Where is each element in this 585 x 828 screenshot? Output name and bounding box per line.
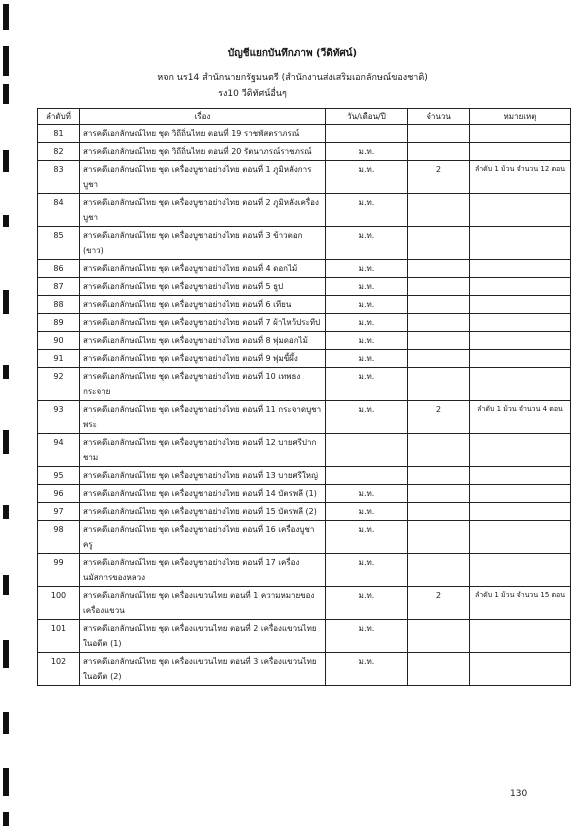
- row-note: [470, 227, 571, 260]
- binding-mark: [3, 215, 9, 227]
- row-number: 82: [38, 143, 80, 161]
- row-date: ม.ท.: [326, 521, 408, 554]
- row-number: 98: [38, 521, 80, 554]
- row-title: สารคดีเอกลักษณ์ไทย ชุด เครื่องบูชาอย่างไทย ตอนที่ 7 ผ้าไหว้ประทีป: [80, 314, 326, 332]
- row-date: [326, 125, 408, 143]
- row-quantity: [408, 620, 470, 653]
- table-row: [38, 485, 571, 503]
- header-agency-line: หจก นร14 สำนักนายกรัฐมนตรี (สำนักงานส่งเสริมเอกลักษณ์ของชาติ): [157, 73, 428, 83]
- row-note: ลำดับ 1 ม้วน จำนวน 4 ตอน: [470, 401, 571, 434]
- table-row: [38, 194, 571, 227]
- row-title: สารคดีเอกลักษณ์ไทย ชุด เครื่องบูชาอย่างไทย ตอนที่ 6 เทียน: [80, 296, 326, 314]
- row-quantity: [408, 653, 470, 686]
- row-number: 91: [38, 350, 80, 368]
- row-date: ม.ท.: [326, 296, 408, 314]
- row-quantity: [408, 278, 470, 296]
- row-date: [326, 434, 408, 467]
- row-title: สารคดีเอกลักษณ์ไทย ชุด เครื่องบูชาอย่างไทย ตอนที่ 5 ธูป: [80, 278, 326, 296]
- row-date: ม.ท.: [326, 503, 408, 521]
- row-title: สารคดีเอกลักษณ์ไทย ชุด เครื่องบูชาอย่างไทย ตอนที่ 9 พุ่มขี้ผึ้ง: [80, 350, 326, 368]
- row-note: [470, 503, 571, 521]
- table-row: [38, 467, 571, 485]
- row-number: 96: [38, 485, 80, 503]
- row-title: สารคดีเอกลักษณ์ไทย ชุด เครื่องแขวนไทย ตอนที่ 2 เครื่องแขวนไทยในอดีต (1): [80, 620, 326, 653]
- row-number: 84: [38, 194, 80, 227]
- row-title: สารคดีเอกลักษณ์ไทย ชุด เครื่องบูชาอย่างไทย ตอนที่ 11 กระจาดบูชาพระ: [80, 401, 326, 434]
- binding-mark: [3, 768, 9, 796]
- row-title: สารคดีเอกลักษณ์ไทย ชุด เครื่องบูชาอย่างไทย ตอนที่ 16 เครื่องบูชาครู: [80, 521, 326, 554]
- row-title: สารคดีเอกลักษณ์ไทย ชุด เครื่องบูชาอย่างไทย ตอนที่ 14 บัตรพลี (1): [80, 485, 326, 503]
- row-title: สารคดีเอกลักษณ์ไทย ชุด เครื่องบูชาอย่างไทย ตอนที่ 15 บัตรพลี (2): [80, 503, 326, 521]
- record-table: [37, 108, 571, 686]
- table-row: [38, 314, 571, 332]
- row-quantity: [408, 434, 470, 467]
- row-date: ม.ท.: [326, 314, 408, 332]
- row-note: [470, 332, 571, 350]
- binding-mark: [3, 290, 9, 314]
- binding-mark: [3, 712, 9, 734]
- row-number: 85: [38, 227, 80, 260]
- table-row: [38, 653, 571, 686]
- row-title: สารคดีเอกลักษณ์ไทย ชุด เครื่องแขวนไทย ตอนที่ 1 ความหมายของเครื่องแขวน: [80, 587, 326, 620]
- row-title: สารคดีเอกลักษณ์ไทย ชุด เครื่องบูชาอย่างไทย ตอนที่ 10 เทพธงกระจาย: [80, 368, 326, 401]
- table-row: [38, 260, 571, 278]
- row-date: ม.ท.: [326, 587, 408, 620]
- row-quantity: [408, 485, 470, 503]
- row-number: 81: [38, 125, 80, 143]
- row-note: [470, 368, 571, 401]
- row-date: ม.ท.: [326, 161, 408, 194]
- binding-mark: [3, 505, 9, 519]
- row-note: [470, 296, 571, 314]
- row-note: [470, 125, 571, 143]
- row-title: สารคดีเอกลักษณ์ไทย ชุด เครื่องบูชาอย่างไทย ตอนที่ 4 ดอกไม้: [80, 260, 326, 278]
- row-note: [470, 314, 571, 332]
- row-date: ม.ท.: [326, 332, 408, 350]
- row-number: 99: [38, 554, 80, 587]
- table-row: [38, 368, 571, 401]
- row-note: [470, 260, 571, 278]
- row-note: [470, 554, 571, 587]
- row-note: [470, 350, 571, 368]
- row-note: [470, 521, 571, 554]
- row-title: สารคดีเอกลักษณ์ไทย ชุด วิถีถิ่นไทย ตอนที่ 20 รัตนาภรณ์ราชภรณ์: [80, 143, 326, 161]
- row-quantity: 2: [408, 161, 470, 194]
- row-number: 102: [38, 653, 80, 686]
- row-title: สารคดีเอกลักษณ์ไทย ชุด เครื่องแขวนไทย ตอนที่ 3 เครื่องแขวนไทยในอดีต (2): [80, 653, 326, 686]
- header-category-line: รง10 วีดิทัศน์อื่นๆ: [218, 89, 287, 99]
- table-header-row: [38, 109, 571, 125]
- row-quantity: [408, 260, 470, 278]
- row-note: [470, 278, 571, 296]
- row-title: สารคดีเอกลักษณ์ไทย ชุด เครื่องบูชาอย่างไทย ตอนที่ 3 ข้าวตอก (ขาว): [80, 227, 326, 260]
- row-number: 89: [38, 314, 80, 332]
- row-date: ม.ท.: [326, 350, 408, 368]
- row-date: ม.ท.: [326, 143, 408, 161]
- row-quantity: [408, 227, 470, 260]
- column-header-no: ลำดับที่: [38, 109, 80, 125]
- row-date: ม.ท.: [326, 485, 408, 503]
- table-row: [38, 587, 571, 620]
- row-quantity: [408, 143, 470, 161]
- row-date: ม.ท.: [326, 227, 408, 260]
- table-row: [38, 227, 571, 260]
- table-row: [38, 521, 571, 554]
- row-quantity: 2: [408, 401, 470, 434]
- binding-mark: [3, 4, 9, 30]
- row-title: สารคดีเอกลักษณ์ไทย ชุด เครื่องบูชาอย่างไทย ตอนที่ 2 ภูมิหลังเครื่องบูชา: [80, 194, 326, 227]
- row-note: [470, 485, 571, 503]
- row-quantity: [408, 368, 470, 401]
- row-title: สารคดีเอกลักษณ์ไทย ชุด เครื่องบูชาอย่างไทย ตอนที่ 17 เครื่องนมัสการของหลวง: [80, 554, 326, 587]
- row-quantity: [408, 296, 470, 314]
- row-note: [470, 467, 571, 485]
- row-date: ม.ท.: [326, 620, 408, 653]
- row-date: ม.ท.: [326, 368, 408, 401]
- row-note: [470, 194, 571, 227]
- row-quantity: 2: [408, 587, 470, 620]
- row-note: [470, 434, 571, 467]
- row-number: 97: [38, 503, 80, 521]
- row-date: ม.ท.: [326, 653, 408, 686]
- row-number: 100: [38, 587, 80, 620]
- column-header-title: เรื่อง: [80, 109, 326, 125]
- binding-mark: [3, 640, 9, 668]
- row-title: สารคดีเอกลักษณ์ไทย ชุด เครื่องบูชาอย่างไทย ตอนที่ 8 พุ่มดอกไม้: [80, 332, 326, 350]
- row-number: 88: [38, 296, 80, 314]
- column-header-note: หมายเหตุ: [470, 109, 571, 125]
- page-title: บัญชีแยกบันทึกภาพ (วีดิทัศน์): [227, 48, 358, 59]
- row-note: ลำดับ 1 ม้วน จำนวน 12 ตอน: [470, 161, 571, 194]
- row-date: ม.ท.: [326, 554, 408, 587]
- table-row: [38, 350, 571, 368]
- row-date: ม.ท.: [326, 401, 408, 434]
- row-quantity: [408, 194, 470, 227]
- table-row: [38, 125, 571, 143]
- row-number: 101: [38, 620, 80, 653]
- row-note: [470, 620, 571, 653]
- row-number: 92: [38, 368, 80, 401]
- binding-mark: [3, 812, 9, 826]
- row-title: สารคดีเอกลักษณ์ไทย ชุด เครื่องบูชาอย่างไทย ตอนที่ 1 ภูมิหลังการบูชา: [80, 161, 326, 194]
- table-row: [38, 143, 571, 161]
- table-row: [38, 278, 571, 296]
- row-quantity: [408, 467, 470, 485]
- row-date: [326, 467, 408, 485]
- row-quantity: [408, 350, 470, 368]
- row-note: ลำดับ 1 ม้วน จำนวน 15 ตอน: [470, 587, 571, 620]
- binding-mark: [3, 575, 9, 595]
- binding-mark: [3, 150, 9, 172]
- table-row: [38, 620, 571, 653]
- row-quantity: [408, 521, 470, 554]
- table-row: [38, 296, 571, 314]
- row-note: [470, 143, 571, 161]
- row-note: [470, 653, 571, 686]
- row-number: 90: [38, 332, 80, 350]
- table-row: [38, 401, 571, 434]
- column-header-date: วัน/เดือน/ปี: [326, 109, 408, 125]
- row-title: สารคดีเอกลักษณ์ไทย ชุด เครื่องบูชาอย่างไทย ตอนที่ 13 บายศรีใหญ่: [80, 467, 326, 485]
- row-number: 93: [38, 401, 80, 434]
- row-title: สารคดีเอกลักษณ์ไทย ชุด วิถีถิ่นไทย ตอนที่ 19 ราชพัสตราภรณ์: [80, 125, 326, 143]
- table-row: [38, 503, 571, 521]
- row-date: ม.ท.: [326, 194, 408, 227]
- row-quantity: [408, 332, 470, 350]
- row-quantity: [408, 554, 470, 587]
- row-quantity: [408, 125, 470, 143]
- row-title: สารคดีเอกลักษณ์ไทย ชุด เครื่องบูชาอย่างไทย ตอนที่ 12 บายศรีปากชาม: [80, 434, 326, 467]
- page-number: 130: [510, 789, 528, 799]
- row-date: ม.ท.: [326, 260, 408, 278]
- row-number: 87: [38, 278, 80, 296]
- row-number: 83: [38, 161, 80, 194]
- row-number: 94: [38, 434, 80, 467]
- row-number: 95: [38, 467, 80, 485]
- row-quantity: [408, 503, 470, 521]
- table-row: [38, 434, 571, 467]
- row-quantity: [408, 314, 470, 332]
- binding-mark: [3, 430, 9, 454]
- table-row: [38, 332, 571, 350]
- row-date: ม.ท.: [326, 278, 408, 296]
- binding-mark: [3, 365, 9, 379]
- column-header-qty: จำนวน: [408, 109, 470, 125]
- row-number: 86: [38, 260, 80, 278]
- table-row: [38, 161, 571, 194]
- table-row: [38, 554, 571, 587]
